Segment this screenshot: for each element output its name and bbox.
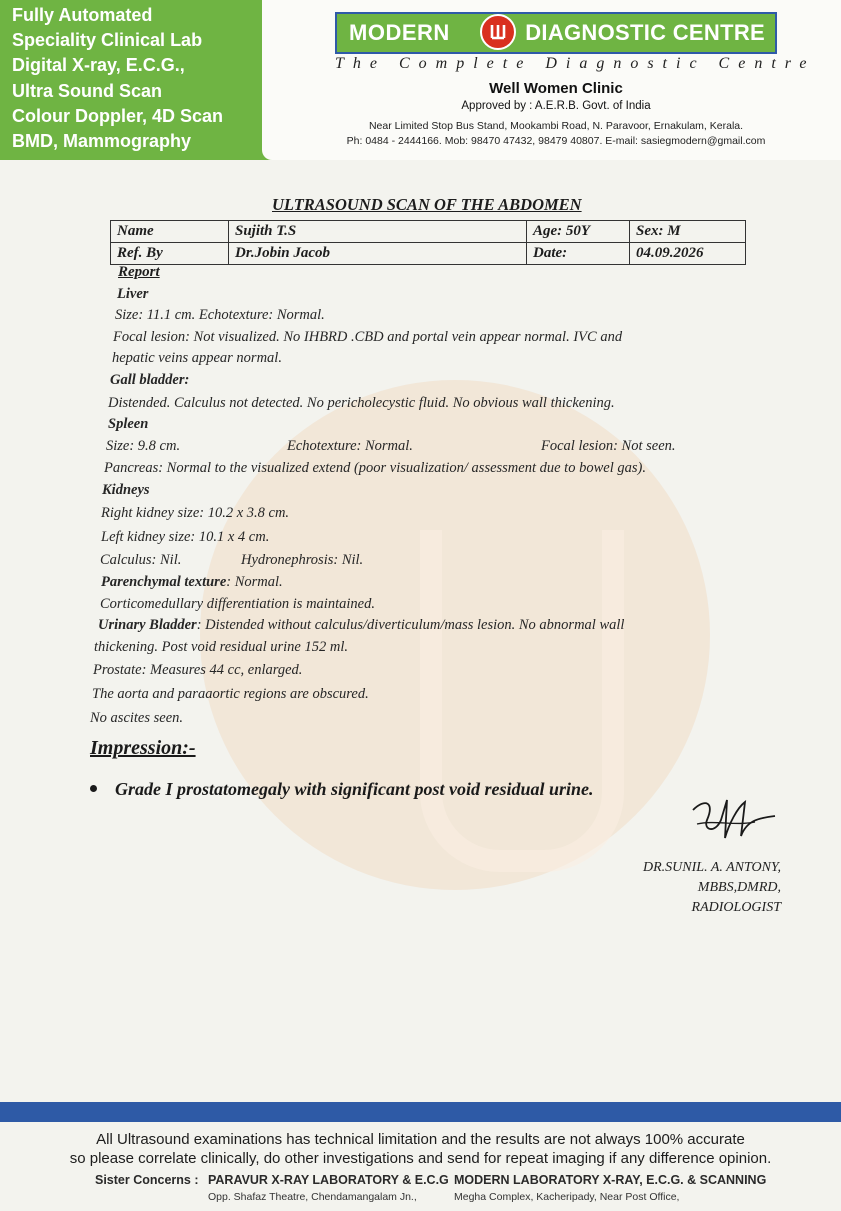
parenchymal-value: : Normal. xyxy=(226,574,283,590)
liver-line-2: Focal lesion: Not visualized. No IHBRD .CBD and portal vein appear normal. IVC and xyxy=(113,329,623,345)
table-row xyxy=(111,243,746,265)
name-label: Name xyxy=(111,221,229,243)
spleen-focal-lesion: Focal lesion: Not seen. xyxy=(541,438,676,454)
spleen-heading: Spleen xyxy=(108,416,149,432)
disclaimer-line-2: so please correlate clinically, do other investigations and send for repeat imaging if any difference opinion. xyxy=(69,1150,772,1167)
services-list xyxy=(12,3,262,154)
tagline: The Complete Diagnostic Centre xyxy=(335,55,816,72)
sister-concern-1-address: Opp. Shafaz Theatre, Chendamangalam Jn., xyxy=(208,1191,417,1203)
liver-heading: Liver xyxy=(117,286,149,302)
patient-sex: Sex: M xyxy=(630,221,746,243)
aorta-line: The aorta and paraaortic regions are obscured. xyxy=(92,686,369,702)
sister-concern-2-address: Megha Complex, Kacheripady, Near Post Office, xyxy=(454,1191,680,1203)
gallbladder-heading: Gall bladder: xyxy=(110,372,190,388)
corticomedullary-line: Corticomedullary differentiation is maintained. xyxy=(100,596,375,612)
approval-note: Approved by : A.E.R.B. Govt. of India xyxy=(461,100,651,112)
parenchymal-line xyxy=(101,574,283,591)
brand-banner xyxy=(335,12,777,54)
kidneys-heading: Kidneys xyxy=(102,482,150,498)
signature-icon xyxy=(685,790,780,850)
pancreas-line: Pancreas: Normal to the visualized extend (poor visualization/ assessment due to bowel gas). xyxy=(104,460,646,476)
ref-label: Ref. By xyxy=(111,243,229,265)
patient-name: Sujith T.S xyxy=(229,221,527,243)
parenchymal-label: Parenchymal texture xyxy=(101,574,227,590)
service-item: Ultra Sound Scan xyxy=(12,80,163,101)
calculus: Calculus: Nil. xyxy=(100,552,182,568)
sister-concerns-label: Sister Concerns : xyxy=(95,1173,199,1187)
contact-info: Ph: 0484 - 2444166. Mob: 98470 47432, 98479 40807. E-mail: sasiegmodern@gmail.com xyxy=(346,135,766,147)
left-kidney: Left kidney size: 10.1 x 4 cm. xyxy=(101,529,270,545)
patient-table xyxy=(110,220,746,265)
ref-doctor: Dr.Jobin Jacob xyxy=(229,243,527,265)
impression-heading: Impression:- xyxy=(90,737,196,759)
liver-line-1: Size: 11.1 cm. Echotexture: Normal. xyxy=(115,307,325,323)
brand-name-right: DIAGNOSTIC CENTRE xyxy=(525,20,765,45)
footer-bar xyxy=(0,1102,841,1122)
clinic-name: Well Women Clinic xyxy=(489,80,623,97)
bladder-line-1 xyxy=(98,617,624,634)
doctor-name: DR.SUNIL. A. ANTONY, xyxy=(643,860,781,875)
doctor-qualification: MBBS,DMRD, xyxy=(697,880,781,895)
brand-name-left: MODERN xyxy=(349,20,450,45)
service-item: Fully Automated xyxy=(12,5,153,25)
bladder-label: Urinary Bladder xyxy=(98,617,197,633)
prostate-line: Prostate: Measures 44 cc, enlarged. xyxy=(93,662,303,678)
disclaimer-line-1: All Ultrasound examinations has technical limitation and the results are not always 100% accurate xyxy=(96,1131,745,1148)
report-label: Report xyxy=(118,264,160,280)
bullet-icon xyxy=(90,785,97,792)
liver-line-3: hepatic veins appear normal. xyxy=(112,350,282,366)
service-item: Digital X-ray, E.C.G., xyxy=(12,55,185,76)
bladder-text: : Distended without calculus/diverticulum/mass lesion. No abnormal wall xyxy=(196,617,625,633)
spleen-echotexture: Echotexture: Normal. xyxy=(287,438,413,454)
spleen-size: Size: 9.8 cm. xyxy=(106,438,181,454)
date-label: Date: xyxy=(527,243,630,265)
bladder-line-2: thickening. Post void residual urine 152 ml. xyxy=(94,639,348,655)
sister-concern-2: MODERN LABORATORY X-RAY, E.C.G. & SCANNING xyxy=(454,1173,767,1187)
watermark-mark xyxy=(420,530,624,872)
gallbladder-line: Distended. Calculus not detected. No pericholecystic fluid. No obvious wall thickening. xyxy=(108,395,615,411)
table-row xyxy=(111,221,746,243)
address: Near Limited Stop Bus Stand, Mookambi Road, N. Paravoor, Ernakulam, Kerala. xyxy=(368,120,744,132)
ascites-line: No ascites seen. xyxy=(90,710,184,726)
patient-age: Age: 50Y xyxy=(527,221,630,243)
doctor-role: RADIOLOGIST xyxy=(691,900,781,915)
service-item: Colour Doppler, 4D Scan xyxy=(12,105,224,126)
service-item: Speciality Clinical Lab xyxy=(12,30,203,51)
report-title: ULTRASOUND SCAN OF THE ABDOMEN xyxy=(272,195,582,214)
logo-icon xyxy=(480,14,516,50)
service-item: BMD, Mammography xyxy=(12,131,192,152)
report-date: 04.09.2026 xyxy=(630,243,746,265)
hydronephrosis: Hydronephrosis: Nil. xyxy=(241,552,364,568)
impression-item xyxy=(90,779,594,800)
letterhead xyxy=(0,0,841,160)
sister-concern-1: PARAVUR X-RAY LABORATORY & E.C.G xyxy=(208,1173,449,1187)
impression-text: Grade I prostatomegaly with significant post void residual urine. xyxy=(115,779,594,799)
right-kidney: Right kidney size: 10.2 x 3.8 cm. xyxy=(101,505,290,521)
